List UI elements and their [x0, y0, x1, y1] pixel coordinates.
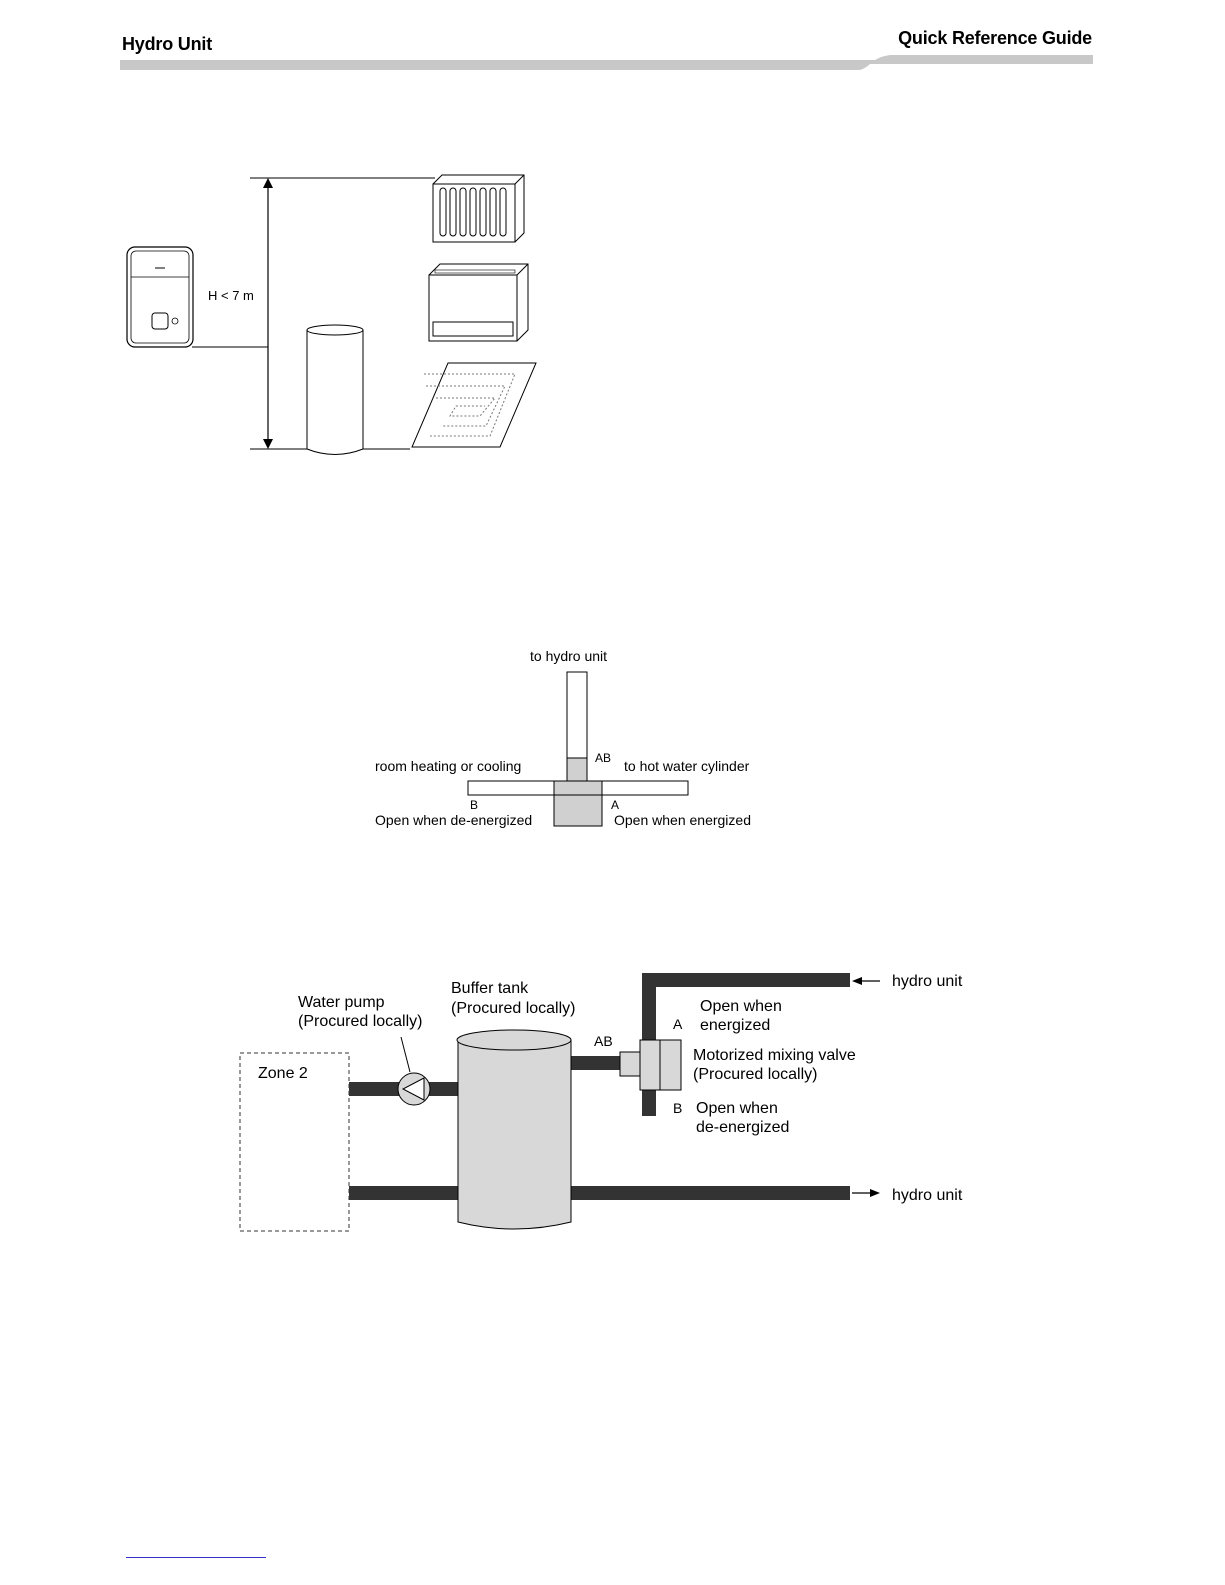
footer-rule [126, 1557, 266, 1558]
port-a-line2: energized [700, 1017, 771, 1034]
port-b-line2: de-energized [696, 1119, 790, 1136]
valve-right-label: to hot water cylinder [624, 758, 750, 774]
mixing-port-a: A [673, 1016, 683, 1032]
outflow-arrow-icon [852, 1189, 880, 1197]
zone2-label: Zone 2 [258, 1065, 308, 1082]
valve-b-description: Open when de-energized [375, 812, 533, 828]
hydro-unit-in-label: hydro unit [892, 973, 963, 990]
buffer-tank-icon [457, 1030, 571, 1229]
port-a-line1: Open when [700, 998, 782, 1015]
valve-label-line2: (Procured locally) [693, 1066, 818, 1083]
pump-label-line1: Water pump [298, 994, 385, 1011]
valve-port-ab: AB [595, 751, 612, 765]
valve-top-label: to hydro unit [530, 648, 608, 664]
valve-a-description: Open when energized [614, 812, 751, 828]
header-guide-title: Quick Reference Guide [898, 28, 1092, 48]
valve-label-line1: Motorized mixing valve [693, 1047, 856, 1064]
mixing-port-ab: AB [594, 1033, 613, 1049]
pump-label-line2: (Procured locally) [298, 1013, 423, 1030]
header-title: Hydro Unit [122, 34, 212, 54]
valve-left-label: room heating or cooling [375, 758, 522, 774]
tank-label-line1: Buffer tank [451, 980, 529, 997]
valve-port-a: A [611, 798, 620, 812]
water-pump-icon [398, 1073, 430, 1105]
port-b-line1: Open when [696, 1100, 778, 1117]
tank-label-line2: (Procured locally) [451, 1000, 576, 1017]
valve-port-b: B [470, 798, 479, 812]
mixing-port-b: B [673, 1100, 683, 1116]
hydro-unit-out-label: hydro unit [892, 1187, 963, 1204]
inflow-arrow-icon [852, 977, 880, 985]
mixing-valve-icon [620, 1040, 681, 1090]
height-limit-label: H < 7 m [208, 288, 254, 303]
